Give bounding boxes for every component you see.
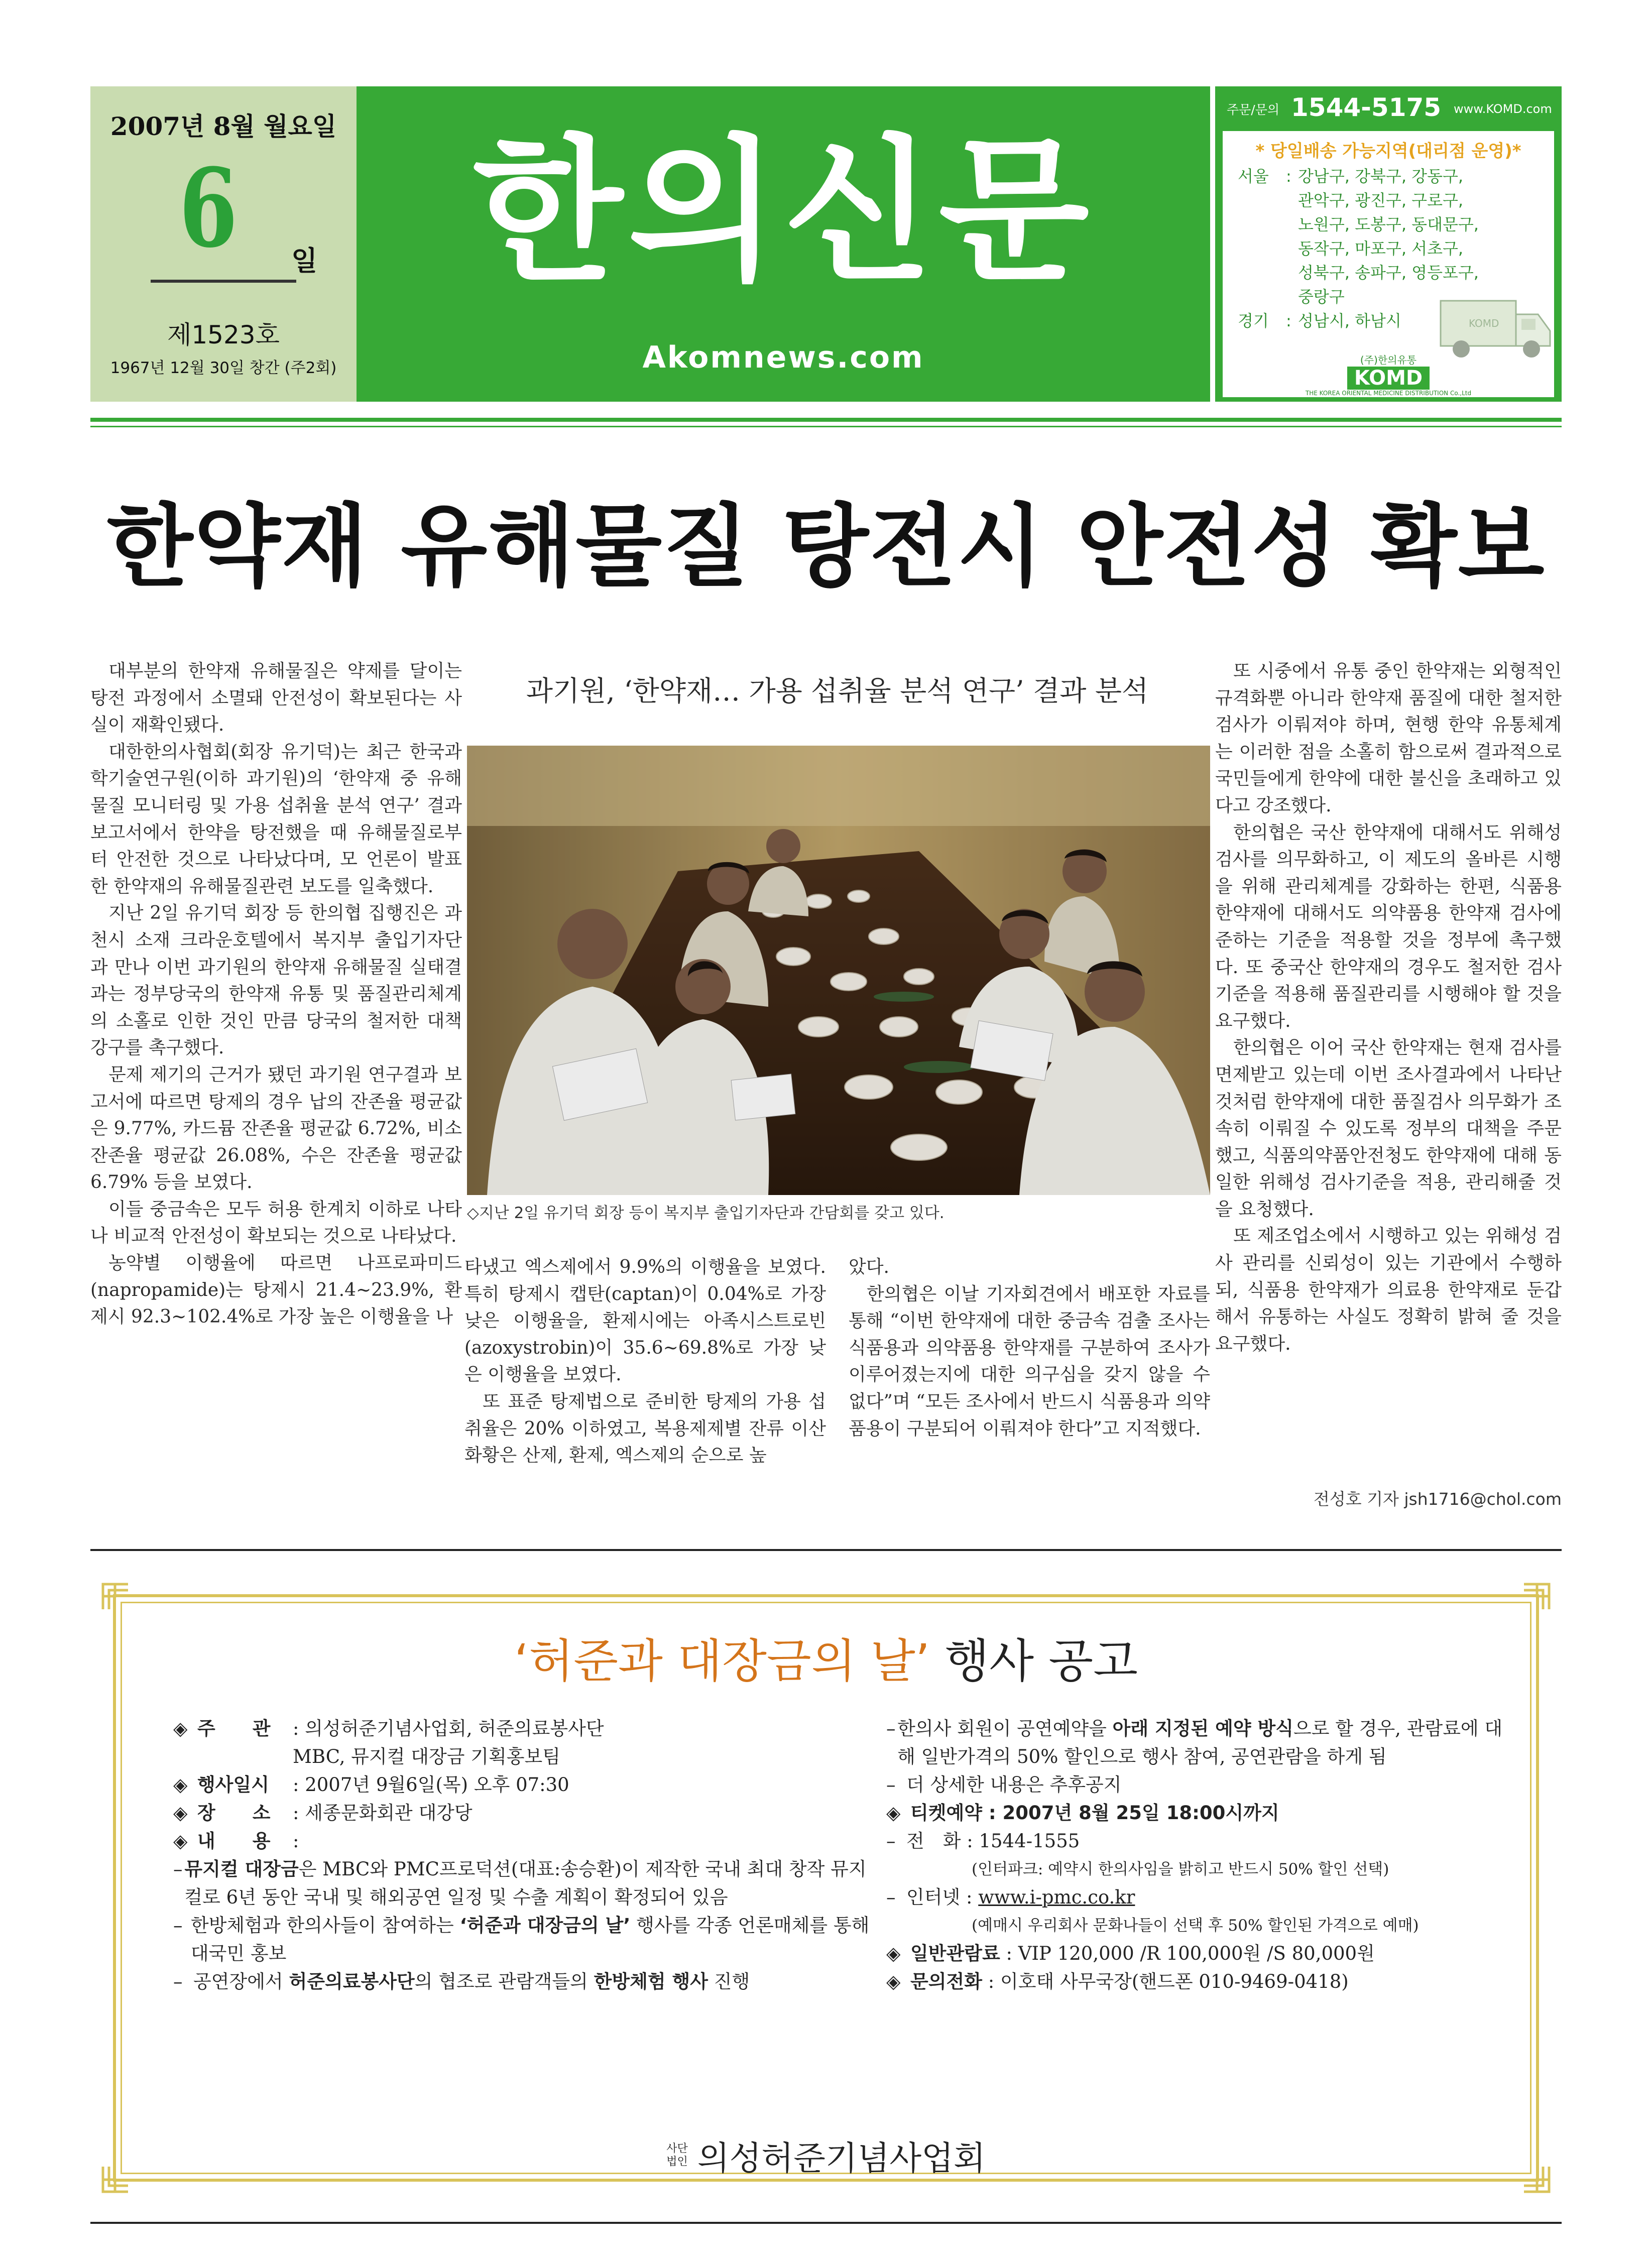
ad-contact-value: : 이호태 사무국장(핸드폰 010-9469-0418) [982, 1971, 1349, 1992]
delivery-area-value: 성북구, 송파구, 영등포구, [1298, 263, 1479, 282]
ad-host-row [173, 1715, 871, 1743]
delivery-area-row [1238, 261, 1549, 285]
ad-web-label: 인터넷 : [906, 1886, 979, 1908]
ad-item-3-bold: 허준의료봉사단 [289, 1971, 415, 1992]
ad-host-key: 주 관 [197, 1718, 271, 1739]
masthead-rule-top [90, 418, 1562, 422]
article-paragraph: 대부분의 한약재 유해물질은 약제를 달이는 탕전 과정에서 소멸돼 안전성이 확보된다는 사실이 재확인됐다. [90, 661, 462, 736]
svg-text:KOMD: KOMD [1469, 317, 1499, 329]
ad-phone-note: (인터파크: 예약시 한의사임을 밝히고 반드시 50% 할인 선택) [972, 1860, 1389, 1878]
ad-item-3-text: 공연장에서 [193, 1971, 289, 1992]
delivery-title: * 당일배송 가능지역(대리점 운영)* [1255, 141, 1521, 161]
event-notice-ad [93, 1574, 1559, 2202]
ad-content-row [173, 1827, 871, 1855]
delivery-area-value: 성남시, 하남시 [1298, 311, 1401, 330]
ad-host-value-2: MBC, 뮤지컬 대장금 기획홍보팀 [293, 1746, 560, 1767]
ad-ticket: 티켓예약 : 2007년 8월 25일 18:00시까지 [910, 1802, 1279, 1824]
ad-contact-key: 문의전화 [910, 1971, 982, 1992]
delivery-area-colon [1286, 236, 1298, 261]
sponsor-type-2: 법인 [666, 2155, 688, 2168]
sponsor-type [666, 2143, 688, 2169]
ad-date-value: : 2007년 9월6일(목) 오후 07:30 [293, 1774, 569, 1796]
ad-web-note: (예매시 우리회사 문화나들이 선택 후 50% 할인된 가격으로 예매) [972, 1917, 1419, 1935]
day-underline [151, 280, 296, 283]
bullet-icon: ◈ [173, 1802, 188, 1824]
delivery-area-key [1238, 285, 1286, 309]
delivery-area-value: 중랑구 [1298, 287, 1345, 306]
article-paragraph: 대한한의사협회(회장 유기덕)는 최근 한국과학기술연구원(이하 과기원)의 ‘한약재 중 유해물질 모니터링 및 가용 섭취율 분석 연구’ 결과 보고서에서 한약을 탕전했을 때 유해물질로부터 안전한 것으로 나타났다며, 모 언론이 발표한 한약재의 유해물질관련 보도를 일축했다. [90, 741, 462, 897]
issue-number: 제1523호 [167, 320, 280, 349]
bullet-icon: ◈ [173, 1718, 188, 1739]
founded-line: 1967년 12월 30일 창간 (주2회) [110, 359, 337, 377]
dash-icon: – [886, 1830, 896, 1852]
ad-note-1 [886, 1715, 1504, 1771]
ad-content-item-3 [173, 1968, 871, 1996]
ad-date-row [173, 1771, 871, 1799]
dash-icon: – [173, 1858, 183, 1880]
article-paragraph: 았다. [849, 1257, 889, 1277]
article-paragraph: 한의협은 국산 한약재에 대해서도 위해성 검사를 의무화하고, 이 제도의 올바른 시행을 위해 관리체계를 강화하는 한편, 식품용 한약재에 대해서도 의약품용 한약재 검사에 준하는 기준을 적용할 것을 정부에 촉구했다. 또 중국산 한약재의 경우도 철저한 검사 기준을 적용해 품질관리를 시행해야 할 것을 요구했다. [1215, 822, 1562, 1031]
bullet-icon: ◈ [886, 1971, 901, 1992]
komd-logo [1223, 352, 1554, 397]
photo-caption: ◇지난 2일 유기덕 회장 등이 복지부 출입기자단과 간담회를 갖고 있다. [467, 1204, 945, 1222]
ad-web-note-row [886, 1912, 1504, 1940]
delivery-area-row [1238, 212, 1549, 236]
article-paragraph: 또 제조업소에서 시행하고 있는 위해성 검사 관리를 신뢰성이 있는 기관에서 수행하되, 식품용 한약재가 의료용 한약재로 둔갑해서 유통하는 사실도 정확히 밝혀 줄 것을 요구했다. [1215, 1226, 1562, 1354]
masthead-date-panel [90, 86, 357, 402]
corner-ornament-icon [1519, 1579, 1554, 1614]
issue-day-number: 6 [179, 145, 238, 272]
ad-content-item-2 [173, 1912, 871, 1968]
sponsor-name: 의성허준기념사업회 [697, 2139, 986, 2178]
ad-item-3-bold-2: 한방체험 행사 [594, 1971, 708, 1992]
article-photo [467, 746, 1210, 1195]
ad-left-column [173, 1715, 871, 1996]
ad-price-value: : VIP 120,000 /R 100,000원 /S 80,000원 [1000, 1943, 1375, 1964]
article-bottom-rule [90, 1549, 1562, 1551]
corner-ornament-icon [98, 1579, 133, 1614]
ad-price-key: 일반관람료 [910, 1943, 1000, 1964]
delivery-area-key [1238, 261, 1286, 285]
ad-item-2-bold: ‘허준과 대장금의 날’ [459, 1915, 631, 1936]
article-paragraph: 문제 제기의 근거가 됐던 과기원 연구결과 보고서에 따르면 탕제의 경우 납의 잔존율 평균값은 9.77%, 카드뮴 잔존율 평균값 6.72%, 비소 잔존율 평균값 26.08%, 수은 잔존율 평균값 6.79% 등을 보였다. [90, 1064, 462, 1193]
ad-note-2 [886, 1771, 1504, 1799]
delivery-area-colon: : [1286, 167, 1291, 186]
ad-item-2-text: 한방체험과 한의사들이 참여하는 [190, 1915, 460, 1936]
ad-date-key: 행사일시 [197, 1774, 269, 1796]
article-paragraph: 지난 2일 유기덕 회장 등 한의협 집행진은 과천시 소재 크라운호텔에서 복지부 출입기자단과 만나 이번 과기원의 한약재 유해물질 실태결과는 정부당국의 한약재 유통 및 품질관리체계의 소홀로 인한 것인 만큼 당국의 철저한 대책 강구를 촉구했다. [90, 903, 462, 1058]
ad-note-1-c: 으로 할 경우, 관람료에 대해 일반가격의 50% 할인으로 행사 참여, 공연관람을 하게 됨 [897, 1718, 1503, 1767]
dash-icon: – [173, 1971, 183, 1992]
delivery-area-row [1238, 164, 1549, 188]
ad-phone-row [886, 1827, 1504, 1855]
newspaper-url: Akomnews.com [642, 340, 924, 375]
contact-web: www.KOMD.com [1454, 102, 1552, 116]
article-byline: 전성호 기자 jsh1716@chol.com [1313, 1489, 1562, 1509]
ad-ticket-row [886, 1799, 1504, 1827]
article-column-4 [1215, 658, 1562, 1481]
ad-contact-row [886, 1968, 1504, 1996]
issue-day-suffix: 일 [291, 245, 318, 277]
masthead-rule-thin [90, 426, 1562, 427]
bullet-icon: ◈ [173, 1830, 188, 1852]
komd-company-name: (주)한의유통 [1360, 354, 1417, 366]
masthead-title-panel [357, 86, 1210, 402]
ad-title [93, 1624, 1559, 1691]
delivery-area-colon: : [1286, 311, 1291, 330]
meeting-photo-image [467, 746, 1210, 1195]
bullet-icon: ◈ [886, 1802, 901, 1824]
ad-place-key: 장 소 [197, 1802, 271, 1824]
delivery-area-key: 경기 [1238, 311, 1269, 330]
delivery-area-value: 동작구, 마포구, 서초구, [1298, 239, 1464, 258]
ad-web-url[interactable]: www.i-pmc.co.kr [978, 1886, 1135, 1908]
ad-item-2-text-2: 행사를 각종 언론매체를 통해 대국민 홍보 [190, 1915, 870, 1964]
delivery-area-key [1238, 236, 1286, 261]
article-subhead: 과기원, ‘한약재… 가용 섭취율 분석 연구’ 결과 분석 [526, 675, 1149, 707]
ad-note-1-b: 아래 지정된 예약 방식 [1112, 1718, 1293, 1739]
delivery-area-value: 관악구, 광진구, 구로구, [1298, 191, 1464, 210]
delivery-area-key [1238, 212, 1286, 236]
article-column-1 [90, 658, 462, 1506]
delivery-area-key: 서울 [1238, 167, 1269, 186]
contact-bar [1218, 89, 1559, 124]
ad-phone: 전 화 : 1544-1555 [906, 1830, 1080, 1852]
ad-title-highlight: ‘허준과 대장금의 날’ [514, 1634, 930, 1688]
ad-price-row [886, 1940, 1504, 1968]
contact-phone: 1544-5175 [1291, 93, 1442, 122]
page-bottom-rule [90, 2222, 1562, 2224]
newspaper-name: 한의신문 [473, 121, 1094, 302]
masthead-ad-panel [1215, 86, 1562, 402]
article-paragraph: 이들 중금속은 모두 허용 한계치 이하로 나타나 비교적 안전성이 확보되는 것으로 나타났다. [90, 1199, 462, 1247]
delivery-area-row [1238, 236, 1549, 261]
komd-wordmark: KOMD [1347, 367, 1430, 390]
delivery-area-key [1238, 188, 1286, 212]
article-paragraph: 또 시중에서 유통 중인 한약재는 외형적인 규격화뿐 아니라 한약재 품질에 대한 철저한 검사가 이뤄져야 하며, 현행 한약 유통체계는 이러한 점을 소홀히 함으로써 결과적으로 국민들에게 한약에 대한 불신을 초래하고 있다고 강조했다. [1215, 661, 1562, 816]
ad-host-value: : 의성허준기념사업회, 허준의료봉사단 [293, 1718, 604, 1739]
article-paragraph: 한의협은 이어 국산 한약재는 현재 검사를 면제받고 있는데 이번 조사결과에서 나타난 것처럼 한약재에 대한 품질검사 의무화가 조속히 이뤄질 수 있도록 정부의 대책을 주문했고, 식품의약품안전청도 한약재에 대해 동일한 위해성 검사기준을 적용, 관리해줄 것을 요청했다. [1215, 1037, 1562, 1220]
ad-sponsor [93, 2131, 1559, 2179]
delivery-area-row [1238, 188, 1549, 212]
ad-item-3-text-2: 의 협조로 관람객들의 [414, 1971, 594, 1992]
sponsor-type-1: 사단 [666, 2142, 688, 2155]
delivery-area-colon [1286, 285, 1298, 309]
ad-note-2-text: 더 상세한 내용은 추후공지 [906, 1774, 1122, 1796]
ad-content-value: : [293, 1830, 299, 1852]
ad-host-row-2 [173, 1743, 871, 1771]
article-headline: 한약재 유해물질 탕전시 안전성 확보 [106, 495, 1546, 599]
delivery-area-value: 노원구, 도봉구, 동대문구, [1298, 215, 1479, 234]
ad-content-item-1 [173, 1855, 871, 1912]
ad-item-1-bold: 뮤지컬 대장금 [184, 1858, 299, 1880]
komd-english-name: THE KOREA ORIENTAL MEDICINE DISTRIBUTION Co.,Ltd [1305, 390, 1472, 397]
dash-icon: – [886, 1718, 896, 1739]
dash-icon: – [886, 1886, 896, 1908]
issue-date: 2007년 8월 월요일 [110, 111, 337, 141]
dash-icon: – [886, 1774, 896, 1796]
article-paragraph: 타냈고 엑스제에서 9.9%의 이행율을 보였다. 특히 탕제시 캡탄(captan)이 0.04%로 가장 낮은 이행율을, 환제시에는 아족시스트로빈(azoxystrobin)이 35.6~69.8%로 가장 낮은 이행율을 보였다. [464, 1257, 826, 1385]
ad-note-1-a: 한의사 회원이 공연예약을 [897, 1718, 1113, 1739]
ad-web-row [886, 1883, 1504, 1912]
ad-phone-note-row [886, 1855, 1504, 1883]
ad-item-3-text-3: 진행 [708, 1971, 750, 1992]
delivery-area-value: 강남구, 강북구, 강동구, [1298, 167, 1464, 186]
ad-place-row [173, 1799, 871, 1827]
delivery-area-colon [1286, 212, 1298, 236]
article-column-3 [849, 1254, 1210, 1505]
ad-place-value: : 세종문화회관 대강당 [293, 1802, 473, 1824]
delivery-area-colon [1286, 188, 1298, 212]
article-paragraph: 또 표준 탕제법으로 준비한 탕제의 가용 섭취율은 20% 이하였고, 복용제제별 잔류 이산화황은 산제, 환제, 엑스제의 순으로 높 [464, 1391, 826, 1466]
article-paragraph: 한의협은 이날 기자회견에서 배포한 자료를 통해 “이번 한약재에 대한 중금속 검출 조사는 식품용과 의약품용 한약재를 구분하여 조사가 이루어졌는지에 대한 의구심을 갖지 않을 수 없다”며 “모든 조사에서 반드시 식품용과 의약품용이 구분되어 이뤄져야 한다”고 지적했다. [849, 1283, 1210, 1439]
contact-label: 주문/문의 [1227, 102, 1280, 117]
delivery-box [1223, 131, 1554, 397]
ad-item-1-text: 은 MBC와 PMC프로덕션(대표:송승환)이 제작한 국내 최대 창작 뮤지컬로 6년 동안 국내 및 해외공연 일정 및 수출 계획이 확정되어 있음 [184, 1858, 867, 1908]
delivery-area-colon [1286, 261, 1298, 285]
dash-icon: – [173, 1915, 183, 1936]
article-column-2 [464, 1254, 826, 1505]
bullet-icon: ◈ [173, 1774, 188, 1796]
ad-right-column [886, 1715, 1504, 1996]
ad-content-key: 내 용 [197, 1830, 271, 1852]
bullet-icon: ◈ [886, 1943, 901, 1964]
article-paragraph: 농약별 이행율에 따르면 나프로파미드(napropamide)는 탕제시 21.4~23.9%, 환제시 92.3~102.4%로 가장 높은 이행율을 나 [90, 1253, 462, 1328]
ad-title-rest: 행사 공고 [929, 1634, 1138, 1688]
